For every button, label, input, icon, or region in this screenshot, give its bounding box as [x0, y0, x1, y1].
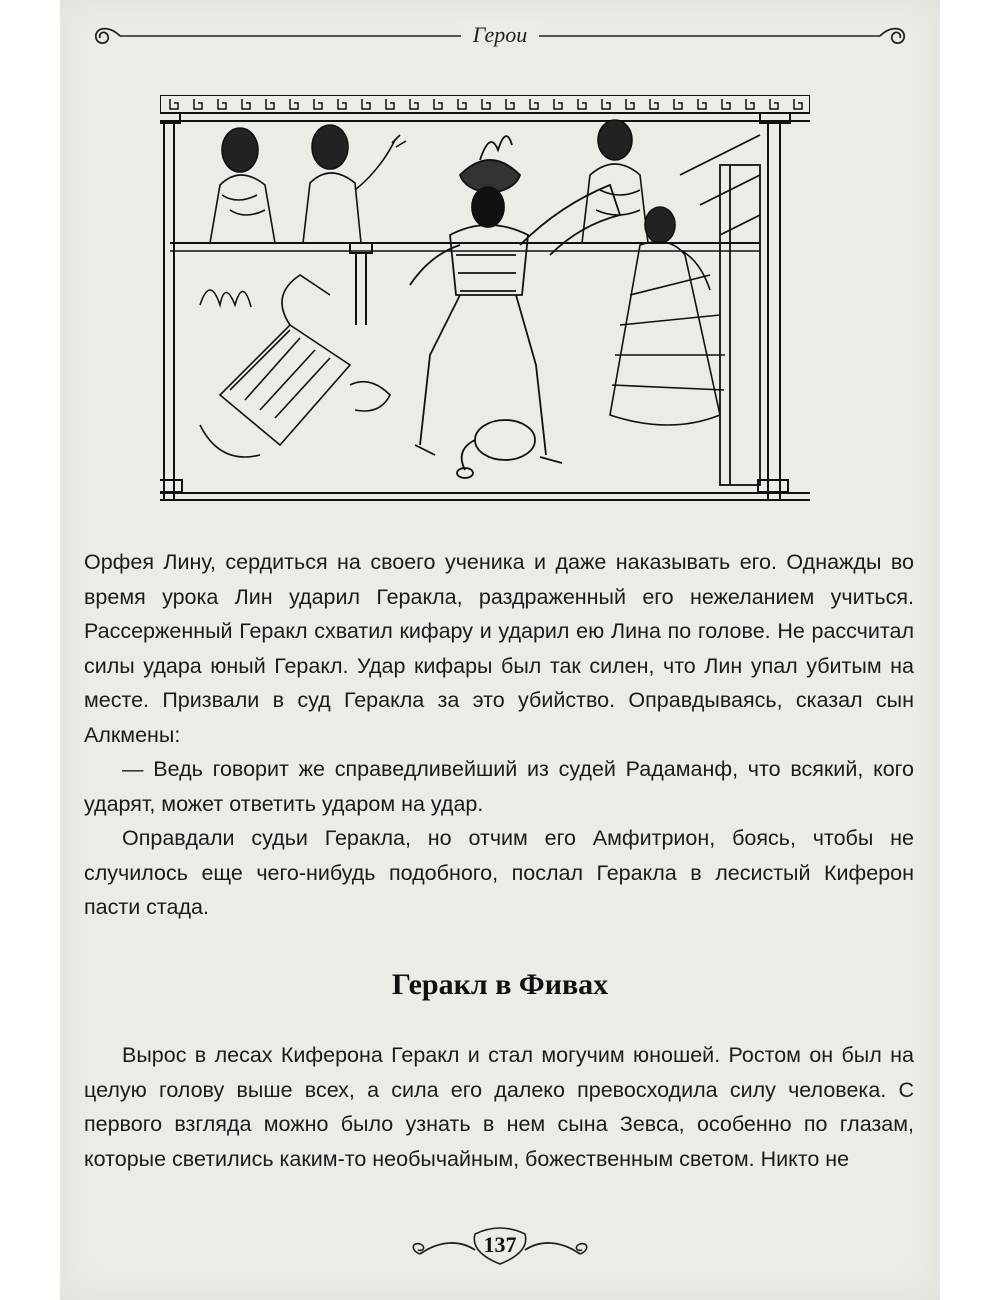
- page-number: 137: [483, 1232, 517, 1257]
- greek-vase-painting-illustration: [160, 95, 810, 525]
- book-page: [60, 0, 940, 1300]
- paragraph: Оправдали судьи Геракла, но отчим его Амфитрион, боясь, чтобы не случилось еще чего-нибудь подобного, послал Геракла в лесистый Киферон пасти стада.: [84, 826, 914, 919]
- running-title: Герои: [461, 22, 540, 47]
- page-header: [90, 14, 910, 54]
- paragraph: — Ведь говорит же справедливейший из судей Радаманф, что всякий, кого ударят, может ответить ударом на удар.: [84, 757, 914, 816]
- paragraph: Вырос в лесах Киферона Геракл и стал могучим юношей. Ростом он был на целую голову выше всех, а сила его далеко превосходила силу человека. С первого взгляда можно было узнать в нем сына Зевса, особенно по глазам, которые светились каким-то необычайным, божественным светом. Никто не: [84, 1043, 914, 1171]
- paragraph: Орфея Лину, сердиться на своего ученика и даже наказывать его. Однажды во время урока Лин ударил Геракла, раздраженный его нежеланием учиться. Рассерженный Геракл схватил кифару и ударил ею Лина по голове. Не рассчитал силы удара юный Геракл. Удар кифары был так силен, что Лин упал убитым на месте. Призвали в суд Геракла за это убийство. Оправдываясь, сказал сын Алкмены:: [84, 550, 914, 747]
- text-block-1: [84, 545, 914, 925]
- page-footer: [400, 1220, 600, 1270]
- text-block-2: [84, 1038, 914, 1176]
- illustration-drawing: [160, 95, 810, 525]
- section-heading: Геракл в Фивах: [391, 968, 609, 1001]
